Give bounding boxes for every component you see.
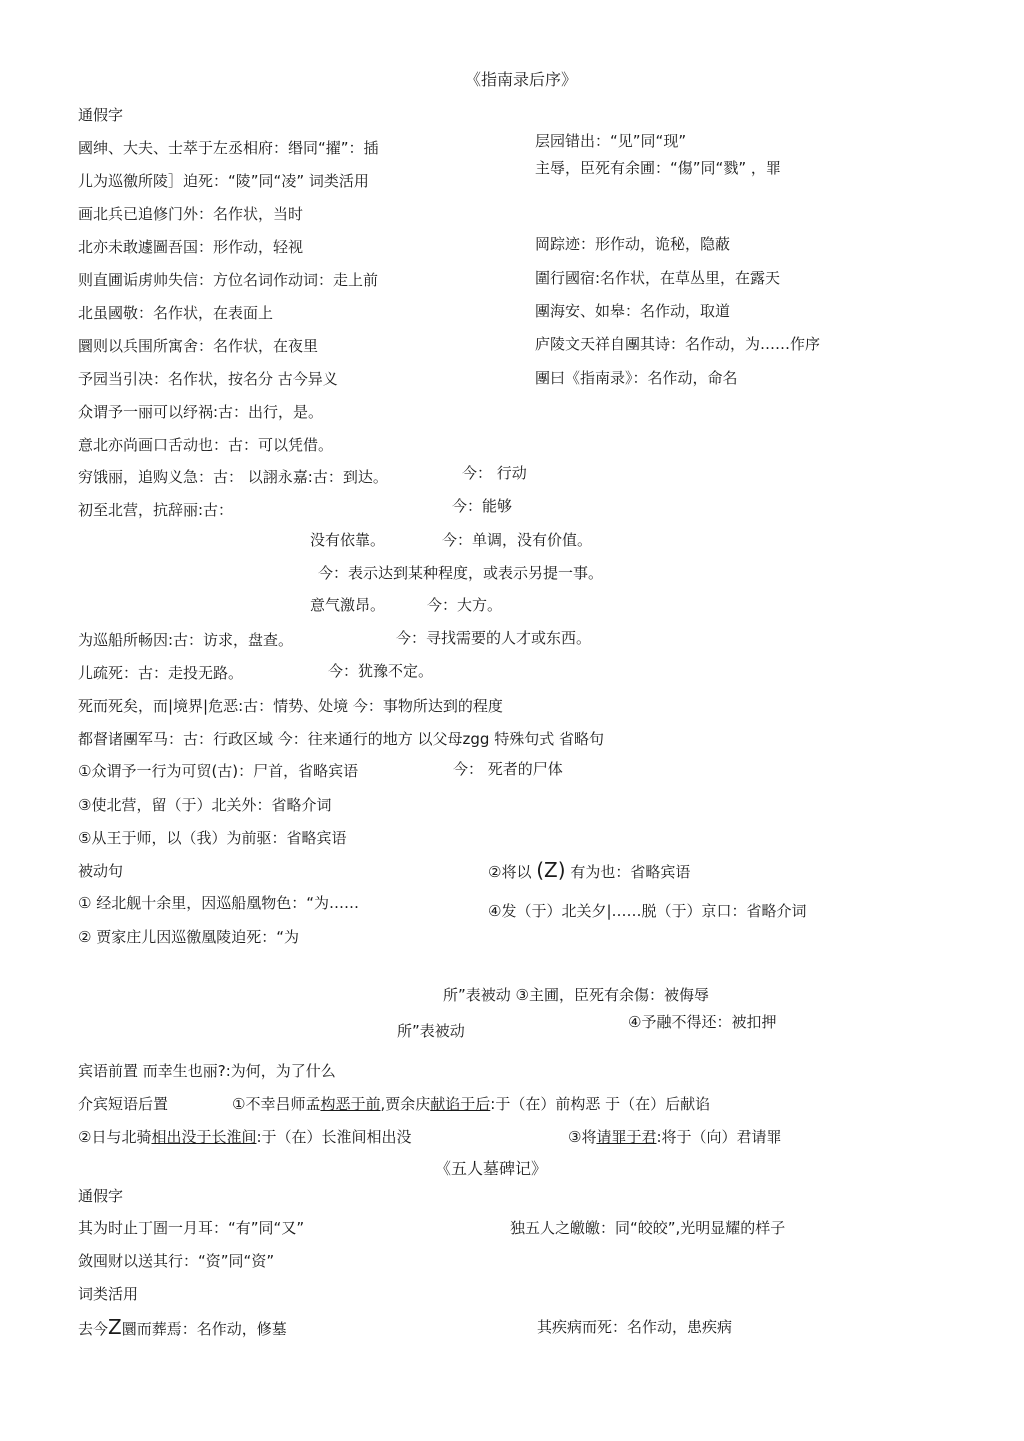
text-line: 没有依靠。 (310, 531, 386, 549)
text-line: 圜则以兵围所寓舍：名作状，在夜里 (78, 337, 319, 355)
text-line: 團海安、如皋：名作动，取道 (535, 302, 731, 320)
text-line: ③使北营，留（于）北关外：省略介词 (78, 796, 332, 814)
text-line: ② 贾家庄儿因巡徼凰陵迫死：“为 (78, 928, 299, 946)
text-line: 北亦未敢遽圖吾国：形作动，轻视 (78, 238, 304, 256)
text-line: 今：表示达到某种程度，或表示另提一事。 (318, 564, 604, 582)
heading-cileihuoyong: 词类活用 (78, 1285, 139, 1303)
text-fragment: :于（在）长淮间相出没 (256, 1128, 412, 1146)
text-line (78, 1127, 412, 1147)
text-fragment: 去今 (78, 1320, 109, 1338)
text-line: ⑤从王于师，以（我）为前驱：省略宾语 (78, 829, 347, 847)
text-line: 儿疏死：古：走投无路。 (78, 664, 244, 682)
text-fragment: ,贾余庆 (380, 1095, 431, 1113)
text-line: 今：能够 (452, 497, 513, 515)
text-line: 敛囤财以送其行：“资”同“资” (78, 1252, 275, 1270)
text-line: ①众谓予一行为可贸(古)：尸首，省略宾语 (78, 762, 359, 780)
text-line: 今： 行动 (462, 464, 527, 482)
text-fragment: ②日与北骑 (78, 1128, 152, 1146)
text-line: 今：单调，没有价值。 (442, 531, 593, 549)
underlined-text: 献谄于后 (430, 1095, 491, 1113)
underlined-text: 构恶于前 (320, 1095, 381, 1113)
text-line: 为巡船所畅因:古：访求，盘查。 (78, 631, 294, 649)
text-fragment: ②将以 (488, 863, 532, 881)
text-line: ④予融不得还：被扣押 (628, 1013, 777, 1031)
text-line: ④发（于）北关夕|……脱（于）京口：省略介词 (488, 902, 807, 920)
text-line: 國绅、大夫、士萃于左丞相府：缗同“擢”：插 (78, 139, 379, 157)
text-line: 穷饿丽，追购义急：古： 以詡永嘉:古：到达。 (78, 468, 388, 486)
text-fragment: Z (108, 1315, 122, 1339)
text-line: 独五人之皦皦：同“皎皎”,光明显耀的样子 (510, 1219, 786, 1237)
text-line: 死而死矣，而|境界|危恶:古：情势、处境 今：事物所达到的程度 (78, 697, 503, 715)
text-line: 初至北营，抗辞丽:古： (78, 501, 234, 519)
text-line: 意气激昂。 (310, 596, 386, 614)
text-line: 今：犹豫不定。 (328, 662, 434, 680)
text-line: 其疾病而死：名作动，患疾病 (537, 1318, 733, 1336)
text-line: 宾语前置 而幸生也丽?:为何，为了什么 (78, 1062, 336, 1080)
text-line: 團曰《指南录》：名作动，命名 (535, 369, 738, 387)
text-line: 今：大方。 (427, 596, 503, 614)
text-fragment: 有为也：省略宾语 (570, 863, 691, 881)
underlined-text: 请罪于君 (596, 1128, 657, 1146)
text-line: 画北兵已追修门外：名作状，当时 (78, 205, 304, 223)
text-fragment: :将于（向）君请罪 (656, 1128, 782, 1146)
underlined-text: 相出没于长淮间 (151, 1128, 257, 1146)
text-line: 其为时止丁圄一月耳：“有”同“又” (78, 1219, 305, 1237)
text-line: 则直圃诟虏帅失信：方位名词作动词：走上前 (78, 271, 379, 289)
text-line: 予园当引决：名作状，按名分 古今异义 (78, 370, 338, 388)
text-line: 主辱，臣死有余圃：“傷”同“戮” ，罪 (535, 159, 781, 177)
text-fragment: (Z) (536, 858, 566, 882)
text-line (488, 860, 690, 882)
text-fragment: ①不幸吕师孟 (232, 1095, 321, 1113)
text-line: 众谓予一丽可以纾祸:古：出行，是。 (78, 403, 324, 421)
text-line: 圍行國宿:名作状，在草丛里，在露天 (535, 269, 781, 287)
text-line: 儿为巡徼所陵］迫死：“陵”同“凌” 词类活用 (78, 172, 369, 190)
text-line: 今：寻找需要的人才或东西。 (396, 629, 592, 647)
text-line: ① 经北舰十余里，因巡船凰物色：“为…… (78, 894, 359, 912)
text-fragment: :于（在）前构恶 于（在）后献谄 (490, 1095, 711, 1113)
text-fragment: ③将 (568, 1128, 597, 1146)
text-line: 层园错出：“见”同“现” (535, 132, 687, 150)
text-line (232, 1094, 710, 1114)
heading-tongjiazi: 通假字 (78, 1187, 124, 1205)
doc-title-zhinanlu: 《指南录后序》 (465, 70, 578, 89)
text-line: 所”表被动 ③主圃，臣死有余傷：被侮辱 (443, 986, 709, 1004)
text-line: 北虽國敬：名作状，在表面上 (78, 304, 274, 322)
heading-tongjiazi: 通假字 (78, 106, 124, 124)
text-line: 介宾短语后置 (78, 1095, 169, 1113)
doc-title-wurenmu: 《五人墓碑记》 (435, 1159, 548, 1178)
text-line: 庐陵文天祥自團其诗：名作动，为……作序 (535, 335, 821, 353)
text-fragment: 圜而葬焉：名作动，修墓 (121, 1320, 287, 1338)
text-line: 今： 死者的尸体 (453, 760, 563, 778)
heading-beidongju: 被动句 (78, 862, 124, 880)
text-line (568, 1127, 782, 1147)
text-line: 都督诸團军马：古：行政区域 今：往来通行的地方 以父母zgg 特殊句式 省略句 (78, 730, 604, 748)
text-line (78, 1317, 287, 1339)
text-line: 意北亦尚画口舌动也：古：可以凭借。 (78, 436, 334, 454)
text-line: 岡踪迹：形作动，诡秘，隐蔽 (535, 235, 731, 253)
text-line: 所”表被动 (397, 1022, 465, 1040)
